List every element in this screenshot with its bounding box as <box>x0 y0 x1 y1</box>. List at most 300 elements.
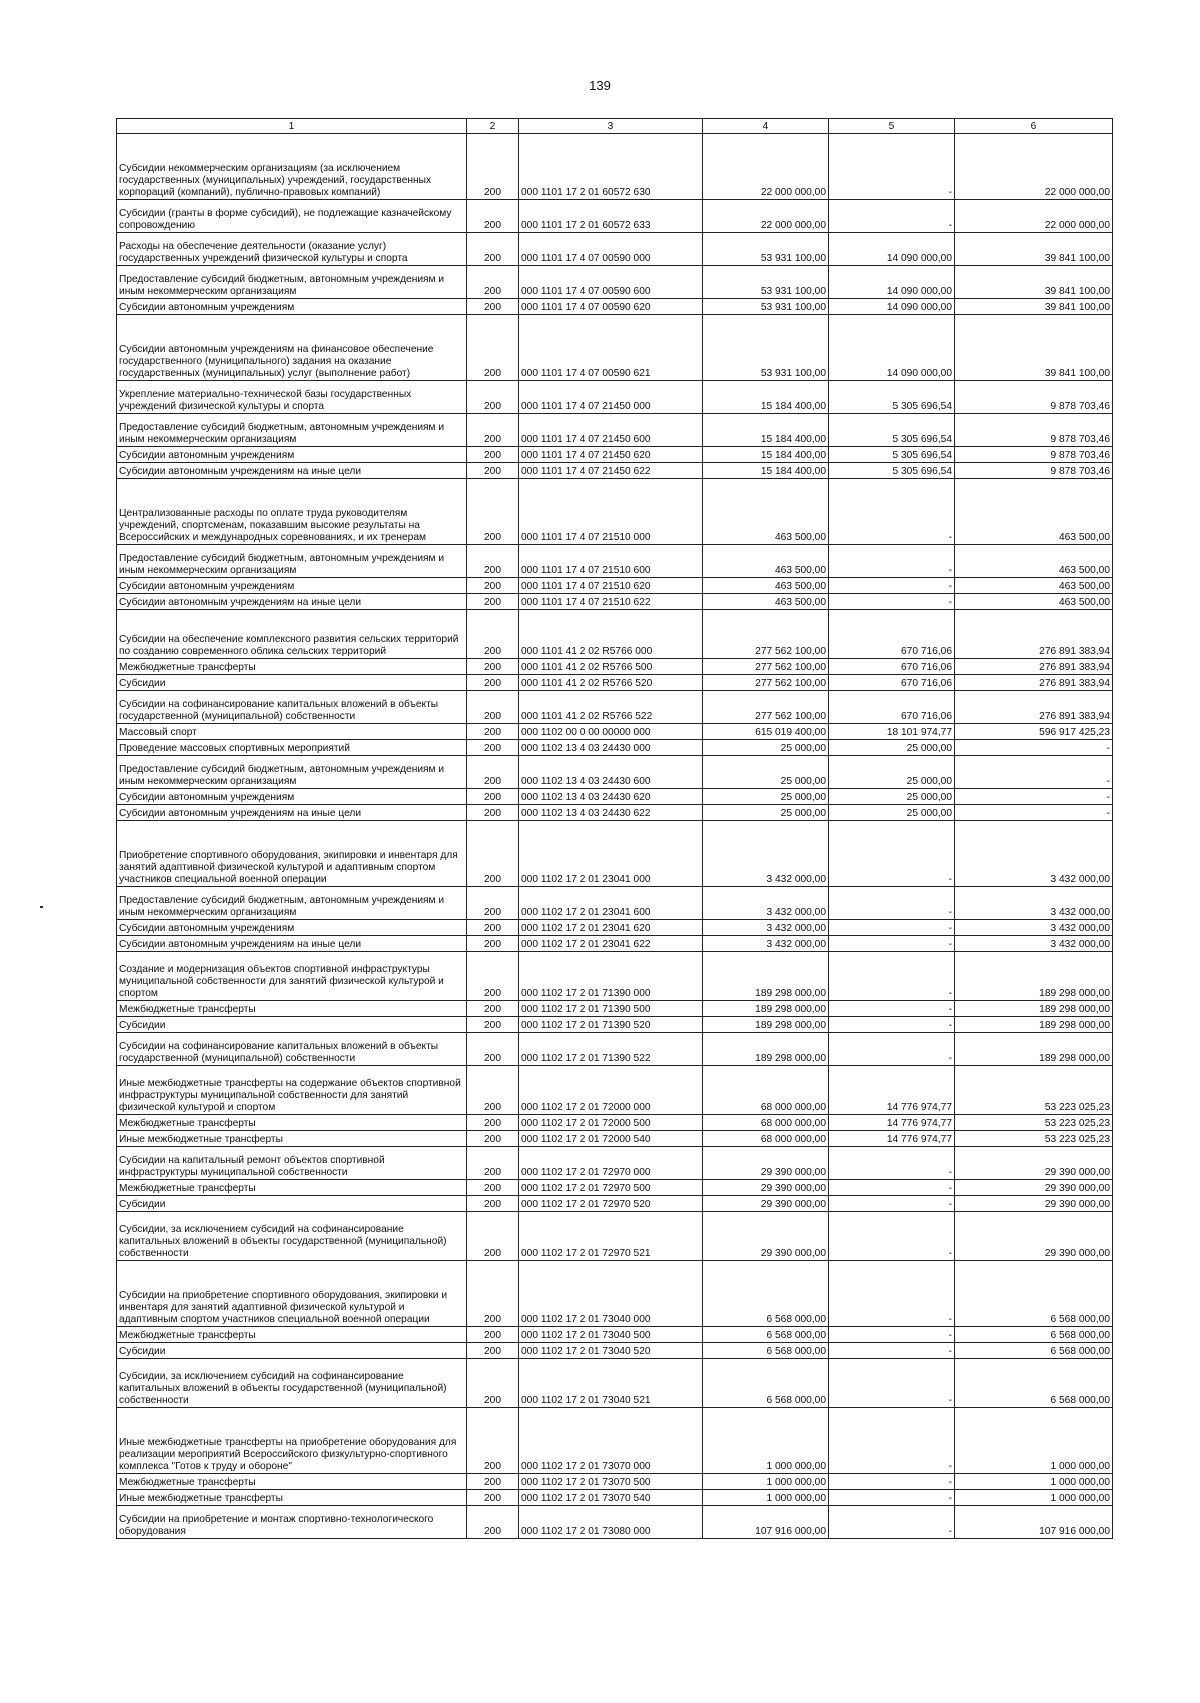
row-name-cell: Предоставление субсидий бюджетным, автономным учреждениям и иным некоммерческим организациям <box>117 887 467 920</box>
row-remaining-amount-cell: 463 500,00 <box>955 578 1113 594</box>
row-executed-amount-cell: - <box>829 1506 955 1539</box>
row-classification-cell: 000 1102 17 2 01 71390 522 <box>519 1033 703 1066</box>
row-code-cell: 200 <box>467 1066 519 1115</box>
row-name-cell: Субсидии <box>117 675 467 691</box>
row-name-cell: Субсидии автономным учреждениям на иные цели <box>117 463 467 479</box>
row-name-cell: Межбюджетные трансферты <box>117 1327 467 1343</box>
row-remaining-amount-cell: 3 432 000,00 <box>955 821 1113 887</box>
row-code-cell: 200 <box>467 414 519 447</box>
row-remaining-amount-cell: - <box>955 756 1113 789</box>
row-executed-amount-cell: - <box>829 1343 955 1359</box>
row-name-cell: Приобретение спортивного оборудования, экипировки и инвентаря для занятий адаптивной физической культурой и адаптивным спортом участников специальной военной операции <box>117 821 467 887</box>
row-classification-cell: 000 1102 00 0 00 00000 000 <box>519 724 703 740</box>
row-approved-amount-cell: 25 000,00 <box>703 805 829 821</box>
row-approved-amount-cell: 1 000 000,00 <box>703 1490 829 1506</box>
column-header-4: 4 <box>703 119 829 134</box>
row-classification-cell: 000 1101 41 2 02 R5766 520 <box>519 675 703 691</box>
row-code-cell: 200 <box>467 952 519 1001</box>
row-approved-amount-cell: 3 432 000,00 <box>703 936 829 952</box>
row-executed-amount-cell: - <box>829 1474 955 1490</box>
row-remaining-amount-cell: 276 891 383,94 <box>955 691 1113 724</box>
row-remaining-amount-cell: 276 891 383,94 <box>955 675 1113 691</box>
row-classification-cell: 000 1102 17 2 01 71390 500 <box>519 1001 703 1017</box>
table-row <box>117 952 1113 1001</box>
table-row <box>117 1506 1113 1539</box>
row-remaining-amount-cell: 53 223 025,23 <box>955 1066 1113 1115</box>
row-name-cell: Проведение массовых спортивных мероприятий <box>117 740 467 756</box>
row-approved-amount-cell: 22 000 000,00 <box>703 200 829 233</box>
row-approved-amount-cell: 29 390 000,00 <box>703 1147 829 1180</box>
table-row <box>117 594 1113 610</box>
row-remaining-amount-cell: 463 500,00 <box>955 479 1113 545</box>
row-executed-amount-cell: - <box>829 1017 955 1033</box>
row-name-cell: Субсидии <box>117 1196 467 1212</box>
row-code-cell: 200 <box>467 1180 519 1196</box>
row-approved-amount-cell: 3 432 000,00 <box>703 920 829 936</box>
row-remaining-amount-cell: 9 878 703,46 <box>955 381 1113 414</box>
table-row <box>117 1408 1113 1474</box>
row-classification-cell: 000 1102 17 2 01 72970 521 <box>519 1212 703 1261</box>
table-row <box>117 479 1113 545</box>
table-row <box>117 936 1113 952</box>
table-row <box>117 1033 1113 1066</box>
row-classification-cell: 000 1102 17 2 01 73040 000 <box>519 1261 703 1327</box>
table-row <box>117 821 1113 887</box>
row-name-cell: Межбюджетные трансферты <box>117 659 467 675</box>
row-name-cell: Субсидии некоммерческим организациям (за исключением государственных (муниципальных) учреждений, государственных корпораций (компаний), публично-правовых компаний) <box>117 134 467 200</box>
row-name-cell: Субсидии, за исключением субсидий на софинансирование капитальных вложений в объекты государственной (муниципальной) собственности <box>117 1359 467 1408</box>
row-name-cell: Субсидии автономным учреждениям на финансовое обеспечение государственного (муниципального) задания на оказание государственных (муниципальных) услуг (выполнение работ) <box>117 315 467 381</box>
row-approved-amount-cell: 1 000 000,00 <box>703 1408 829 1474</box>
row-approved-amount-cell: 25 000,00 <box>703 789 829 805</box>
row-approved-amount-cell: 6 568 000,00 <box>703 1343 829 1359</box>
table-body <box>117 134 1113 1539</box>
row-remaining-amount-cell: 189 298 000,00 <box>955 1033 1113 1066</box>
row-remaining-amount-cell: 463 500,00 <box>955 594 1113 610</box>
row-executed-amount-cell: 5 305 696,54 <box>829 463 955 479</box>
row-code-cell: 200 <box>467 936 519 952</box>
row-name-cell: Предоставление субсидий бюджетным, автономным учреждениям и иным некоммерческим организациям <box>117 545 467 578</box>
row-classification-cell: 000 1101 17 4 07 21510 620 <box>519 578 703 594</box>
row-classification-cell: 000 1102 17 2 01 73070 500 <box>519 1474 703 1490</box>
row-executed-amount-cell: - <box>829 952 955 1001</box>
row-executed-amount-cell: 670 716,06 <box>829 675 955 691</box>
row-remaining-amount-cell: - <box>955 740 1113 756</box>
row-classification-cell: 000 1102 17 2 01 72000 500 <box>519 1115 703 1131</box>
row-executed-amount-cell: - <box>829 920 955 936</box>
table-row <box>117 299 1113 315</box>
row-name-cell: Субсидии на капитальный ремонт объектов спортивной инфраструктуры муниципальной собственности <box>117 1147 467 1180</box>
row-code-cell: 200 <box>467 821 519 887</box>
row-executed-amount-cell: - <box>829 545 955 578</box>
row-executed-amount-cell: - <box>829 1033 955 1066</box>
row-classification-cell: 000 1102 17 2 01 72970 520 <box>519 1196 703 1212</box>
row-name-cell: Субсидии автономным учреждениям <box>117 789 467 805</box>
table-row <box>117 200 1113 233</box>
row-classification-cell: 000 1101 17 4 07 21510 600 <box>519 545 703 578</box>
row-approved-amount-cell: 277 562 100,00 <box>703 659 829 675</box>
row-approved-amount-cell: 53 931 100,00 <box>703 266 829 299</box>
row-name-cell: Централизованные расходы по оплате труда руководителям учреждений, спортсменам, показавшим высокие результаты на Всероссийских и международных соревнованиях, и их тренерам <box>117 479 467 545</box>
row-code-cell: 200 <box>467 1115 519 1131</box>
row-name-cell: Межбюджетные трансферты <box>117 1474 467 1490</box>
row-classification-cell: 000 1101 17 4 07 21450 000 <box>519 381 703 414</box>
row-remaining-amount-cell: 189 298 000,00 <box>955 1001 1113 1017</box>
row-executed-amount-cell: - <box>829 1196 955 1212</box>
row-code-cell: 200 <box>467 740 519 756</box>
row-executed-amount-cell: 5 305 696,54 <box>829 381 955 414</box>
table-row <box>117 1359 1113 1408</box>
table-row <box>117 1066 1113 1115</box>
row-name-cell: Субсидии на приобретение и монтаж спортивно-технологического оборудования <box>117 1506 467 1539</box>
row-code-cell: 200 <box>467 594 519 610</box>
budget-table <box>116 118 1113 1539</box>
table-row <box>117 315 1113 381</box>
row-executed-amount-cell: - <box>829 1180 955 1196</box>
row-executed-amount-cell: 14 090 000,00 <box>829 266 955 299</box>
row-remaining-amount-cell: 107 916 000,00 <box>955 1506 1113 1539</box>
row-classification-cell: 000 1102 17 2 01 23041 622 <box>519 936 703 952</box>
row-approved-amount-cell: 189 298 000,00 <box>703 1001 829 1017</box>
table-row <box>117 1490 1113 1506</box>
row-remaining-amount-cell: 6 568 000,00 <box>955 1327 1113 1343</box>
table-row <box>117 789 1113 805</box>
row-remaining-amount-cell: 463 500,00 <box>955 545 1113 578</box>
table-row <box>117 266 1113 299</box>
row-executed-amount-cell: - <box>829 1147 955 1180</box>
row-approved-amount-cell: 277 562 100,00 <box>703 610 829 659</box>
table-row <box>117 805 1113 821</box>
row-executed-amount-cell: - <box>829 1408 955 1474</box>
row-classification-cell: 000 1102 13 4 03 24430 600 <box>519 756 703 789</box>
row-remaining-amount-cell: 276 891 383,94 <box>955 610 1113 659</box>
row-remaining-amount-cell: 9 878 703,46 <box>955 414 1113 447</box>
table-row <box>117 724 1113 740</box>
row-remaining-amount-cell: 596 917 425,23 <box>955 724 1113 740</box>
row-remaining-amount-cell: 276 891 383,94 <box>955 659 1113 675</box>
row-name-cell: Субсидии автономным учреждениям на иные цели <box>117 936 467 952</box>
row-executed-amount-cell: - <box>829 887 955 920</box>
row-executed-amount-cell: 14 090 000,00 <box>829 299 955 315</box>
row-classification-cell: 000 1102 17 2 01 72000 540 <box>519 1131 703 1147</box>
row-approved-amount-cell: 463 500,00 <box>703 479 829 545</box>
row-classification-cell: 000 1101 17 2 01 60572 630 <box>519 134 703 200</box>
row-approved-amount-cell: 15 184 400,00 <box>703 463 829 479</box>
row-classification-cell: 000 1101 17 4 07 21450 622 <box>519 463 703 479</box>
row-approved-amount-cell: 22 000 000,00 <box>703 134 829 200</box>
column-header-2: 2 <box>467 119 519 134</box>
row-approved-amount-cell: 15 184 400,00 <box>703 381 829 414</box>
row-approved-amount-cell: 3 432 000,00 <box>703 821 829 887</box>
row-approved-amount-cell: 463 500,00 <box>703 594 829 610</box>
row-classification-cell: 000 1102 17 2 01 72970 500 <box>519 1180 703 1196</box>
row-code-cell: 200 <box>467 1001 519 1017</box>
row-remaining-amount-cell: 6 568 000,00 <box>955 1261 1113 1327</box>
row-classification-cell: 000 1102 17 2 01 72000 000 <box>519 1066 703 1115</box>
row-name-cell: Субсидии автономным учреждениям на иные цели <box>117 805 467 821</box>
row-name-cell: Субсидии автономным учреждениям на иные цели <box>117 594 467 610</box>
row-executed-amount-cell: 5 305 696,54 <box>829 414 955 447</box>
row-classification-cell: 000 1102 17 2 01 73040 520 <box>519 1343 703 1359</box>
row-name-cell: Субсидии на софинансирование капитальных вложений в объекты государственной (муниципальной) собственности <box>117 691 467 724</box>
table-row <box>117 414 1113 447</box>
row-code-cell: 200 <box>467 610 519 659</box>
row-code-cell: 200 <box>467 1261 519 1327</box>
row-classification-cell: 000 1101 17 2 01 60572 633 <box>519 200 703 233</box>
row-approved-amount-cell: 15 184 400,00 <box>703 447 829 463</box>
row-approved-amount-cell: 277 562 100,00 <box>703 675 829 691</box>
table-row <box>117 691 1113 724</box>
table-row <box>117 1001 1113 1017</box>
row-name-cell: Субсидии (гранты в форме субсидий), не подлежащие казначейскому сопровождению <box>117 200 467 233</box>
row-remaining-amount-cell: 39 841 100,00 <box>955 233 1113 266</box>
row-remaining-amount-cell: 6 568 000,00 <box>955 1359 1113 1408</box>
row-executed-amount-cell: 14 090 000,00 <box>829 315 955 381</box>
row-name-cell: Субсидии автономным учреждениям <box>117 920 467 936</box>
row-executed-amount-cell: - <box>829 134 955 200</box>
row-approved-amount-cell: 25 000,00 <box>703 756 829 789</box>
row-code-cell: 200 <box>467 789 519 805</box>
row-remaining-amount-cell: 189 298 000,00 <box>955 1017 1113 1033</box>
row-code-cell: 200 <box>467 1131 519 1147</box>
row-classification-cell: 000 1102 13 4 03 24430 620 <box>519 789 703 805</box>
row-code-cell: 200 <box>467 756 519 789</box>
row-executed-amount-cell: - <box>829 1359 955 1408</box>
row-approved-amount-cell: 29 390 000,00 <box>703 1212 829 1261</box>
row-remaining-amount-cell: 6 568 000,00 <box>955 1343 1113 1359</box>
row-approved-amount-cell: 53 931 100,00 <box>703 315 829 381</box>
row-classification-cell: 000 1102 17 2 01 23041 620 <box>519 920 703 936</box>
column-header-5: 5 <box>829 119 955 134</box>
row-name-cell: Субсидии автономным учреждениям <box>117 299 467 315</box>
row-approved-amount-cell: 189 298 000,00 <box>703 1033 829 1066</box>
row-approved-amount-cell: 15 184 400,00 <box>703 414 829 447</box>
row-name-cell: Межбюджетные трансферты <box>117 1001 467 1017</box>
row-name-cell: Предоставление субсидий бюджетным, автономным учреждениям и иным некоммерческим организациям <box>117 756 467 789</box>
row-classification-cell: 000 1102 17 2 01 71390 520 <box>519 1017 703 1033</box>
row-executed-amount-cell: 25 000,00 <box>829 805 955 821</box>
row-name-cell: Межбюджетные трансферты <box>117 1115 467 1131</box>
row-remaining-amount-cell: 22 000 000,00 <box>955 200 1113 233</box>
table-row <box>117 233 1113 266</box>
row-code-cell: 200 <box>467 315 519 381</box>
row-executed-amount-cell: - <box>829 1490 955 1506</box>
row-approved-amount-cell: 29 390 000,00 <box>703 1180 829 1196</box>
row-classification-cell: 000 1102 17 2 01 71390 000 <box>519 952 703 1001</box>
row-code-cell: 200 <box>467 1408 519 1474</box>
row-classification-cell: 000 1102 17 2 01 72970 000 <box>519 1147 703 1180</box>
row-remaining-amount-cell: 39 841 100,00 <box>955 299 1113 315</box>
row-code-cell: 200 <box>467 1212 519 1261</box>
row-approved-amount-cell: 68 000 000,00 <box>703 1115 829 1131</box>
row-name-cell: Иные межбюджетные трансферты на приобретение оборудования для реализации мероприятий Всероссийского физкультурно-спортивного комплекса "Готов к труду и обороне" <box>117 1408 467 1474</box>
row-remaining-amount-cell: 39 841 100,00 <box>955 266 1113 299</box>
row-name-cell: Предоставление субсидий бюджетным, автономным учреждениям и иным некоммерческим организациям <box>117 266 467 299</box>
row-remaining-amount-cell: 22 000 000,00 <box>955 134 1113 200</box>
row-name-cell: Укрепление материально-технической базы государственных учреждений физической культуры и спорта <box>117 381 467 414</box>
table-row <box>117 1180 1113 1196</box>
row-name-cell: Субсидии автономным учреждениям <box>117 578 467 594</box>
row-approved-amount-cell: 463 500,00 <box>703 578 829 594</box>
row-code-cell: 200 <box>467 233 519 266</box>
table-row <box>117 1115 1113 1131</box>
row-code-cell: 200 <box>467 1343 519 1359</box>
row-code-cell: 200 <box>467 724 519 740</box>
table-row <box>117 1131 1113 1147</box>
row-remaining-amount-cell: 39 841 100,00 <box>955 315 1113 381</box>
row-executed-amount-cell: - <box>829 1212 955 1261</box>
row-classification-cell: 000 1102 17 2 01 23041 600 <box>519 887 703 920</box>
row-name-cell: Иные межбюджетные трансферты <box>117 1131 467 1147</box>
row-approved-amount-cell: 53 931 100,00 <box>703 233 829 266</box>
row-name-cell: Создание и модернизация объектов спортивной инфраструктуры муниципальной собственности для занятий физической культурой и спортом <box>117 952 467 1001</box>
row-remaining-amount-cell: 53 223 025,23 <box>955 1131 1113 1147</box>
row-code-cell: 200 <box>467 447 519 463</box>
page-number: 139 <box>589 78 611 93</box>
row-remaining-amount-cell: 9 878 703,46 <box>955 447 1113 463</box>
row-executed-amount-cell: - <box>829 821 955 887</box>
row-approved-amount-cell: 53 931 100,00 <box>703 299 829 315</box>
table-row <box>117 659 1113 675</box>
row-name-cell: Межбюджетные трансферты <box>117 1180 467 1196</box>
row-code-cell: 200 <box>467 1359 519 1408</box>
row-remaining-amount-cell: - <box>955 789 1113 805</box>
row-code-cell: 200 <box>467 887 519 920</box>
row-executed-amount-cell: - <box>829 594 955 610</box>
row-name-cell: Субсидии на обеспечение комплексного развития сельских территорий по созданию современного облика сельских территорий <box>117 610 467 659</box>
row-code-cell: 200 <box>467 1506 519 1539</box>
row-executed-amount-cell: - <box>829 200 955 233</box>
row-code-cell: 200 <box>467 1327 519 1343</box>
row-executed-amount-cell: 14 776 974,77 <box>829 1115 955 1131</box>
row-remaining-amount-cell: 3 432 000,00 <box>955 936 1113 952</box>
table-row <box>117 1343 1113 1359</box>
row-approved-amount-cell: 6 568 000,00 <box>703 1327 829 1343</box>
row-approved-amount-cell: 1 000 000,00 <box>703 1474 829 1490</box>
row-executed-amount-cell: - <box>829 936 955 952</box>
row-classification-cell: 000 1101 17 4 07 21510 622 <box>519 594 703 610</box>
row-executed-amount-cell: 25 000,00 <box>829 740 955 756</box>
row-remaining-amount-cell: 29 390 000,00 <box>955 1196 1113 1212</box>
row-executed-amount-cell: - <box>829 1327 955 1343</box>
row-code-cell: 200 <box>467 1196 519 1212</box>
row-classification-cell: 000 1101 17 4 07 21450 600 <box>519 414 703 447</box>
row-executed-amount-cell: - <box>829 578 955 594</box>
row-name-cell: Субсидии <box>117 1017 467 1033</box>
row-executed-amount-cell: 5 305 696,54 <box>829 447 955 463</box>
row-remaining-amount-cell: 3 432 000,00 <box>955 887 1113 920</box>
row-remaining-amount-cell: 3 432 000,00 <box>955 920 1113 936</box>
row-approved-amount-cell: 29 390 000,00 <box>703 1196 829 1212</box>
row-classification-cell: 000 1101 41 2 02 R5766 500 <box>519 659 703 675</box>
column-header-3: 3 <box>519 119 703 134</box>
row-code-cell: 200 <box>467 578 519 594</box>
row-name-cell: Субсидии <box>117 1343 467 1359</box>
row-remaining-amount-cell: 1 000 000,00 <box>955 1490 1113 1506</box>
table-row <box>117 1196 1113 1212</box>
row-approved-amount-cell: 615 019 400,00 <box>703 724 829 740</box>
row-remaining-amount-cell: 29 390 000,00 <box>955 1212 1113 1261</box>
row-remaining-amount-cell: 1 000 000,00 <box>955 1408 1113 1474</box>
row-classification-cell: 000 1101 41 2 02 R5766 522 <box>519 691 703 724</box>
row-classification-cell: 000 1101 17 4 07 21450 620 <box>519 447 703 463</box>
table-row <box>117 1017 1113 1033</box>
row-name-cell: Иные межбюджетные трансферты <box>117 1490 467 1506</box>
row-remaining-amount-cell: 189 298 000,00 <box>955 952 1113 1001</box>
table-row <box>117 610 1113 659</box>
table-row <box>117 756 1113 789</box>
row-code-cell: 200 <box>467 545 519 578</box>
table-row <box>117 920 1113 936</box>
row-classification-cell: 000 1102 17 2 01 73070 540 <box>519 1490 703 1506</box>
row-classification-cell: 000 1102 13 4 03 24430 000 <box>519 740 703 756</box>
row-code-cell: 200 <box>467 1147 519 1180</box>
row-classification-cell: 000 1101 17 4 07 00590 621 <box>519 315 703 381</box>
row-approved-amount-cell: 25 000,00 <box>703 740 829 756</box>
row-name-cell: Иные межбюджетные трансферты на содержание объектов спортивной инфраструктуры муниципальной собственности для занятий физической культурой и спортом <box>117 1066 467 1115</box>
row-name-cell: Предоставление субсидий бюджетным, автономным учреждениям и иным некоммерческим организациям <box>117 414 467 447</box>
row-approved-amount-cell: 463 500,00 <box>703 545 829 578</box>
row-approved-amount-cell: 189 298 000,00 <box>703 952 829 1001</box>
row-approved-amount-cell: 277 562 100,00 <box>703 691 829 724</box>
row-code-cell: 200 <box>467 1474 519 1490</box>
row-code-cell: 200 <box>467 200 519 233</box>
row-executed-amount-cell: 670 716,06 <box>829 659 955 675</box>
row-code-cell: 200 <box>467 479 519 545</box>
row-classification-cell: 000 1101 17 4 07 00590 620 <box>519 299 703 315</box>
row-name-cell: Расходы на обеспечение деятельности (оказание услуг) государственных учреждений физической культуры и спорта <box>117 233 467 266</box>
row-remaining-amount-cell: 29 390 000,00 <box>955 1147 1113 1180</box>
row-executed-amount-cell: - <box>829 479 955 545</box>
row-classification-cell: 000 1101 17 4 07 00590 600 <box>519 266 703 299</box>
row-code-cell: 200 <box>467 675 519 691</box>
table-row <box>117 1327 1113 1343</box>
table-row <box>117 887 1113 920</box>
row-classification-cell: 000 1101 41 2 02 R5766 000 <box>519 610 703 659</box>
row-classification-cell: 000 1101 17 4 07 21510 000 <box>519 479 703 545</box>
row-classification-cell: 000 1101 17 4 07 00590 000 <box>519 233 703 266</box>
row-remaining-amount-cell: 1 000 000,00 <box>955 1474 1113 1490</box>
row-approved-amount-cell: 68 000 000,00 <box>703 1066 829 1115</box>
column-header-1: 1 <box>117 119 467 134</box>
table-row <box>117 545 1113 578</box>
row-executed-amount-cell: - <box>829 1001 955 1017</box>
row-code-cell: 200 <box>467 1017 519 1033</box>
row-executed-amount-cell: 14 090 000,00 <box>829 233 955 266</box>
row-remaining-amount-cell: 9 878 703,46 <box>955 463 1113 479</box>
scan-artifact <box>40 906 43 908</box>
row-code-cell: 200 <box>467 1033 519 1066</box>
row-classification-cell: 000 1102 17 2 01 73040 521 <box>519 1359 703 1408</box>
row-code-cell: 200 <box>467 920 519 936</box>
row-code-cell: 200 <box>467 381 519 414</box>
row-classification-cell: 000 1102 13 4 03 24430 622 <box>519 805 703 821</box>
table-row <box>117 463 1113 479</box>
row-code-cell: 200 <box>467 1490 519 1506</box>
row-name-cell: Субсидии, за исключением субсидий на софинансирование капитальных вложений в объекты государственной (муниципальной) собственности <box>117 1212 467 1261</box>
row-code-cell: 200 <box>467 659 519 675</box>
row-classification-cell: 000 1102 17 2 01 73080 000 <box>519 1506 703 1539</box>
row-executed-amount-cell: 670 716,06 <box>829 691 955 724</box>
header-row <box>117 119 1113 134</box>
table-row <box>117 1212 1113 1261</box>
row-approved-amount-cell: 6 568 000,00 <box>703 1261 829 1327</box>
row-approved-amount-cell: 107 916 000,00 <box>703 1506 829 1539</box>
row-code-cell: 200 <box>467 805 519 821</box>
column-header-6: 6 <box>955 119 1113 134</box>
row-approved-amount-cell: 6 568 000,00 <box>703 1359 829 1408</box>
row-name-cell: Субсидии автономным учреждениям <box>117 447 467 463</box>
